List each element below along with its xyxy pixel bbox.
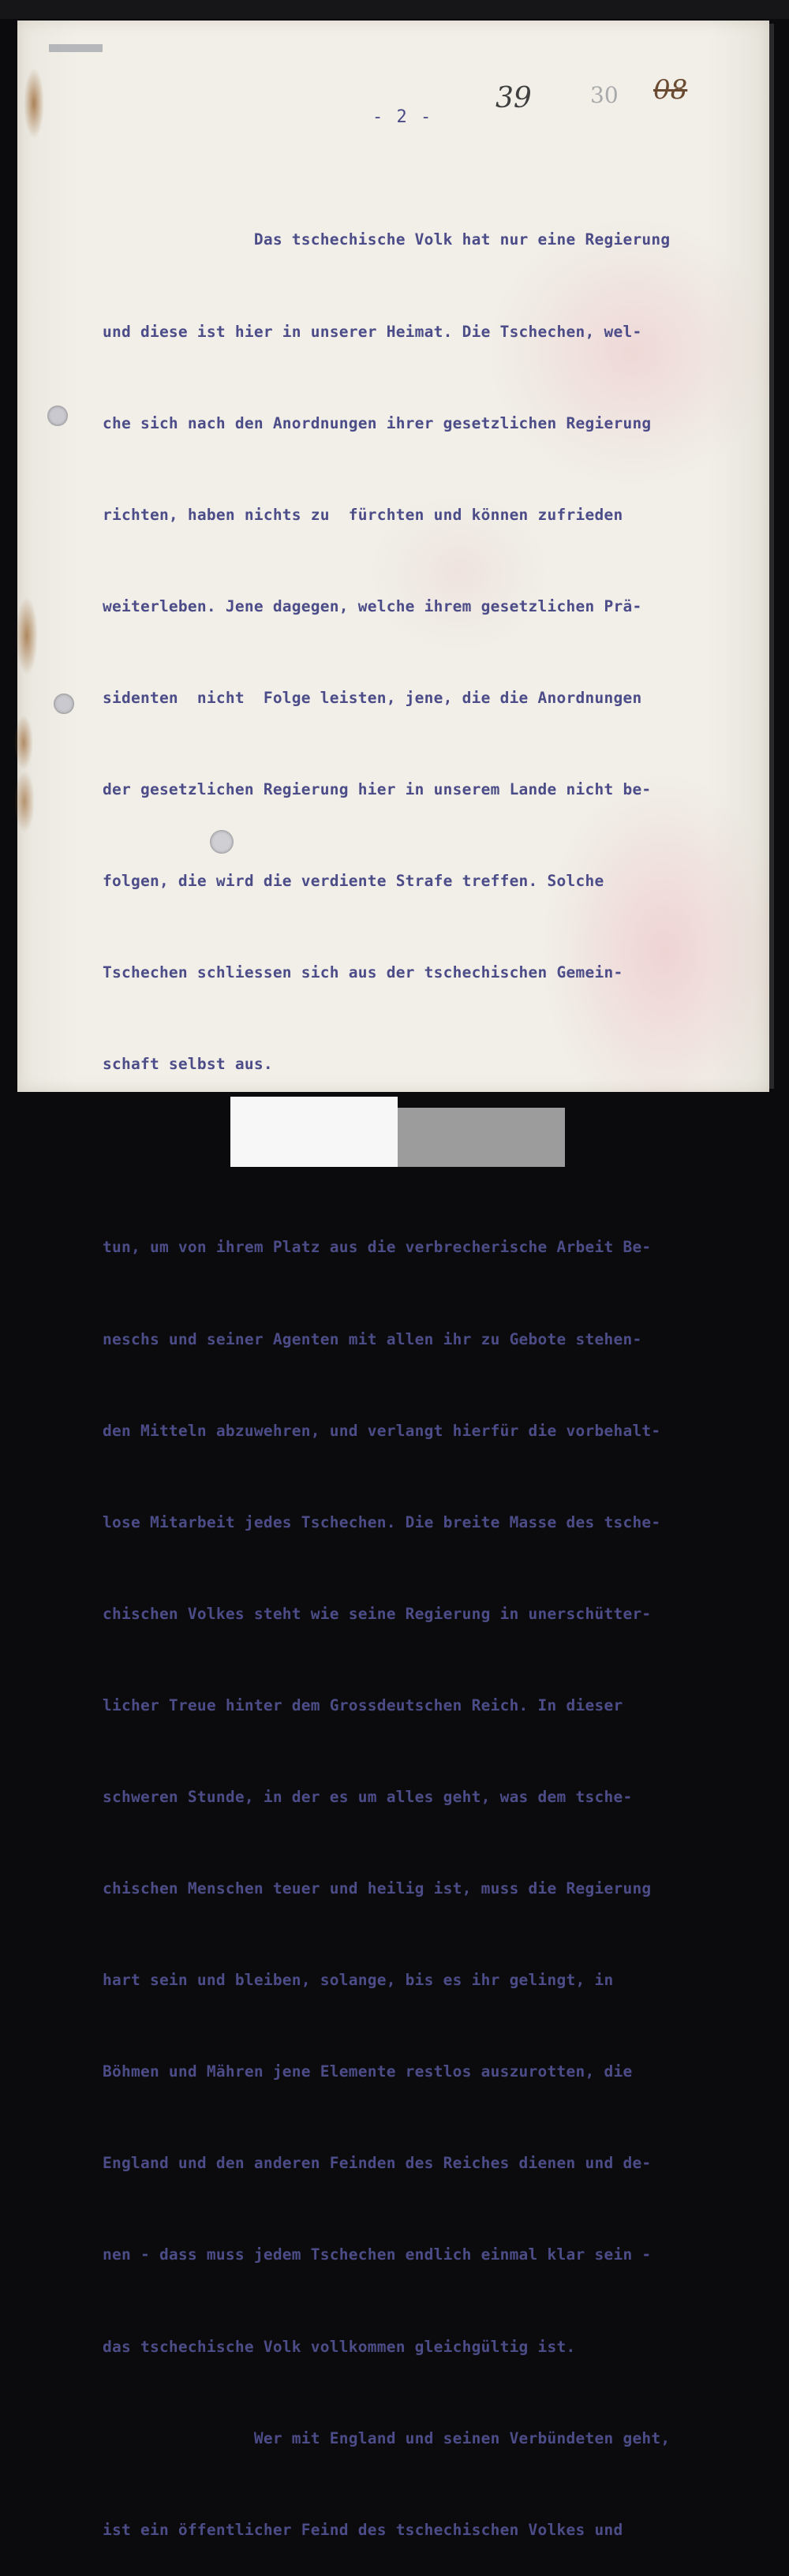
text-line: che sich nach den Anordnungen ihrer gesetzlichen Regierung	[103, 413, 652, 432]
text-line: schaft selbst aus.	[103, 1055, 273, 1074]
typewritten-body	[103, 164, 686, 2576]
faded-folio-number: 30	[590, 82, 619, 108]
text-line: sidenten nicht Folge leisten, jene, die die Anordnungen	[103, 688, 642, 707]
text-line: hart sein und bleiben, solange, bis es ihr gelingt, in	[103, 1971, 614, 1990]
text-line: Böhmen und Mähren jene Elemente restlos auszurotten, die	[103, 2062, 633, 2081]
text-line: lose Mitarbeit jedes Tschechen. Die breite Masse des tsche-	[103, 1512, 661, 1531]
grey-calibration-patch	[398, 1108, 565, 1167]
text-line: richten, haben nichts zu fürchten und können zufrieden	[103, 505, 623, 524]
text-line: chischen Menschen teuer und heilig ist, muss die Regierung	[103, 1879, 652, 1898]
text-line: Wer mit England und seinen Verbündeten geht,	[103, 2428, 671, 2447]
text-line: tun, um von ihrem Platz aus die verbrecherische Arbeit Be-	[103, 1238, 652, 1257]
white-calibration-patch	[230, 1097, 398, 1167]
text-line: England und den anderen Feinden des Reiches dienen und de-	[103, 2154, 652, 2173]
scan-top-border	[0, 0, 789, 19]
tape-mark	[49, 44, 103, 52]
handwritten-folio-number: 39	[495, 82, 532, 114]
text-line: schweren Stunde, in der es um alles geht, was dem tsche-	[103, 1788, 633, 1806]
text-line: das tschechische Volk vollkommen gleichgültig ist.	[103, 2337, 576, 2356]
text-line: weiterleben. Jene dagegen, welche ihrem gesetzlichen Prä-	[103, 596, 642, 615]
text-line: chischen Volkes steht wie seine Regierung in unerschütter-	[103, 1604, 652, 1623]
rust-stain	[24, 68, 44, 139]
text-line: Das tschechische Volk hat nur eine Regierung	[103, 230, 671, 249]
page-number: - 2 -	[372, 107, 433, 127]
rust-stain	[16, 596, 38, 675]
crossed-folio-number: 08	[653, 74, 688, 106]
punch-hole	[54, 694, 74, 714]
text-line: licher Treue hinter dem Grossdeutschen Reich. In dieser	[103, 1696, 623, 1714]
text-line: und diese ist hier in unserer Heimat. Die Tschechen, wel-	[103, 322, 642, 341]
text-line: Tschechen schliessen sich aus der tschechischen Gemein-	[103, 963, 623, 982]
text-line: nen - dass muss jedem Tschechen endlich einmal klar sein -	[103, 2245, 652, 2264]
punch-hole	[47, 406, 68, 426]
text-line: neschs und seiner Agenten mit allen ihr zu Gebote stehen-	[103, 1329, 642, 1348]
page-edge-shadow	[769, 24, 774, 1089]
rust-stain	[14, 770, 35, 833]
text-line: folgen, die wird die verdiente Strafe treffen. Solche	[103, 872, 604, 891]
rust-stain	[14, 715, 33, 770]
text-line: ist ein öffentlicher Feind des tschechischen Volkes und	[103, 2520, 623, 2539]
text-line: der gesetzlichen Regierung hier in unserem Lande nicht be-	[103, 780, 652, 798]
text-line: den Mitteln abzuwehren, und verlangt hierfür die vorbehalt-	[103, 1421, 661, 1440]
